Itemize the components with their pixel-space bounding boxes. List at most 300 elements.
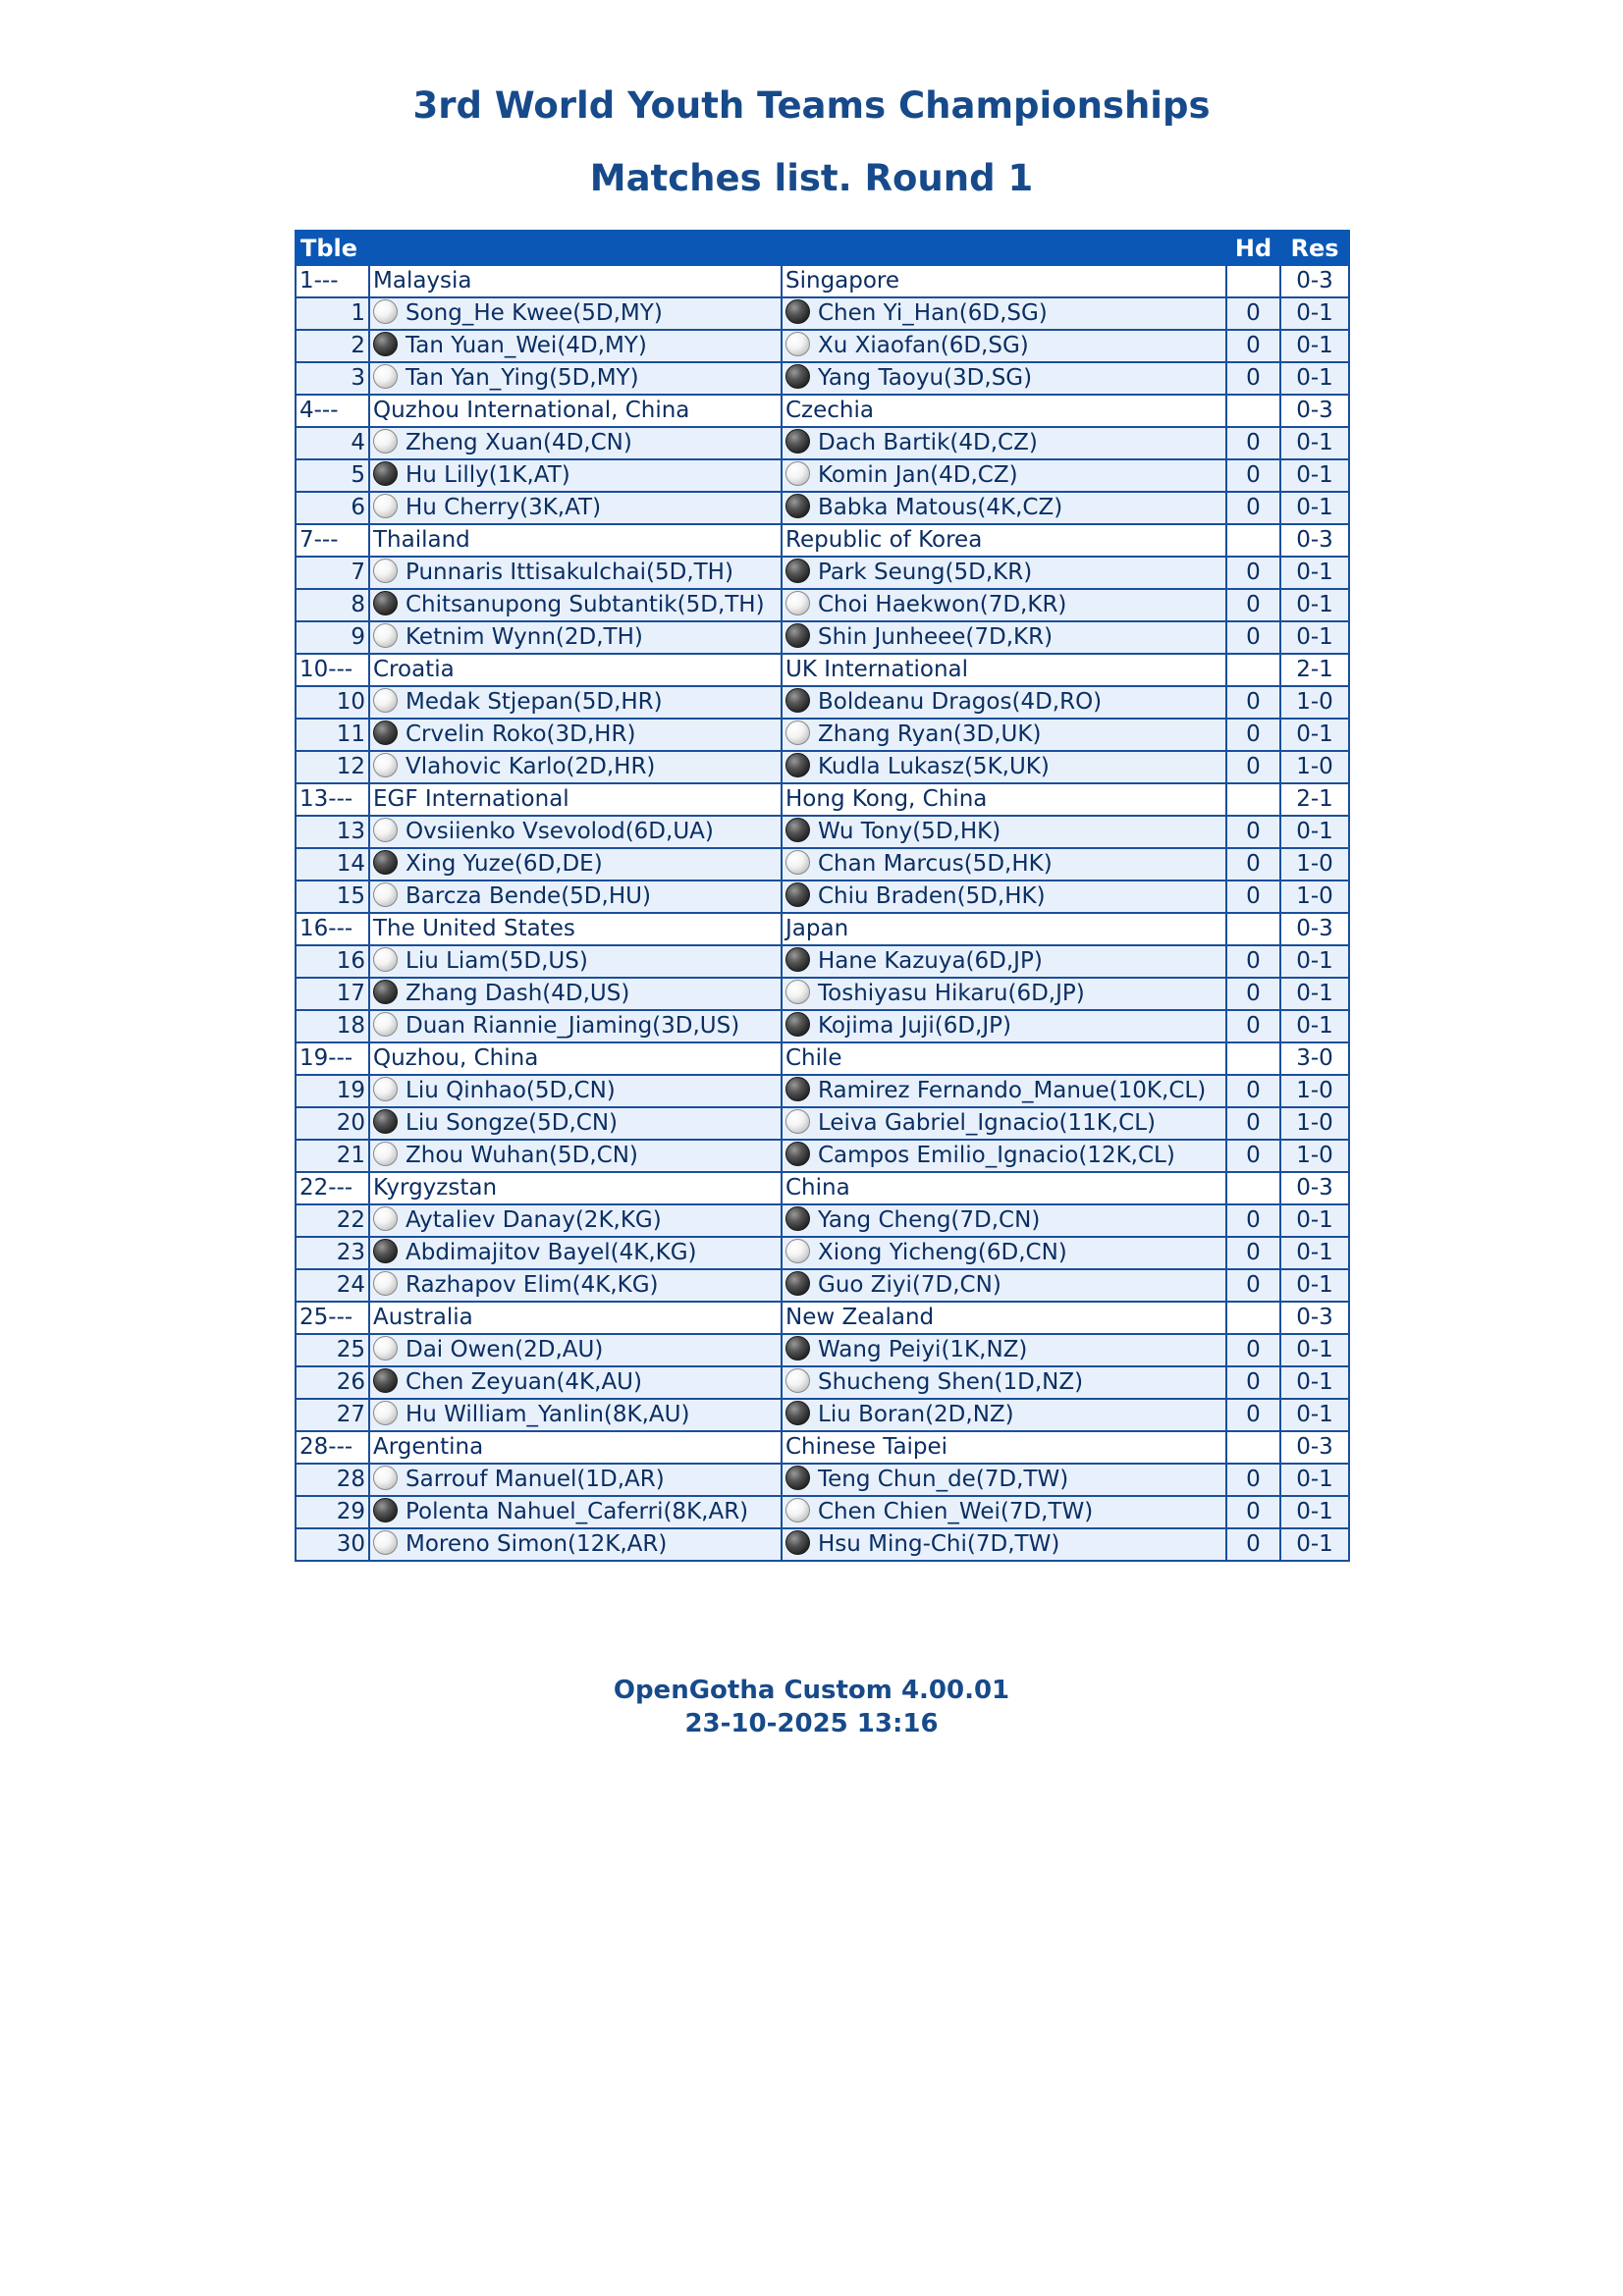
team-black: Chile <box>782 1042 1226 1075</box>
game-row <box>296 848 1349 881</box>
player-name: Kudla Lukasz(5K,UK) <box>818 754 1050 779</box>
match-result: 0-3 <box>1280 395 1349 427</box>
board-number: 16 <box>296 945 369 978</box>
team-match-row <box>296 1431 1349 1464</box>
player-black-cell <box>782 557 1226 589</box>
player-name: Xu Xiaofan(6D,SG) <box>818 333 1029 358</box>
table-header-row <box>296 231 1349 265</box>
player-black-cell <box>782 1107 1226 1140</box>
player-black-cell <box>782 1204 1226 1237</box>
player-name: Zhou Wuhan(5D,CN) <box>406 1143 638 1168</box>
game-handicap: 0 <box>1226 1204 1280 1237</box>
player-black-cell <box>782 945 1226 978</box>
team-black: Czechia <box>782 395 1226 427</box>
board-number: 17 <box>296 978 369 1010</box>
board-number: 13 <box>296 816 369 848</box>
white-stone-icon <box>373 1142 398 1166</box>
player-name: Punnaris Ittisakulchai(5D,TH) <box>406 560 733 585</box>
match-result: 3-0 <box>1280 1042 1349 1075</box>
player-name: Hsu Ming-Chi(7D,TW) <box>818 1531 1060 1557</box>
white-stone-icon <box>373 1206 398 1231</box>
board-number: 27 <box>296 1399 369 1431</box>
player-name: Xing Yuze(6D,DE) <box>406 851 603 877</box>
game-row <box>296 978 1349 1010</box>
player-name: Campos Emilio_Ignacio(12K,CL) <box>818 1143 1175 1168</box>
player-black-cell <box>782 492 1226 524</box>
game-handicap: 0 <box>1226 816 1280 848</box>
game-handicap: 0 <box>1226 1237 1280 1269</box>
match-number: 28--- <box>296 1431 369 1464</box>
black-stone-icon <box>785 1077 810 1101</box>
team-black: UK International <box>782 654 1226 686</box>
player-name: Hu William_Yanlin(8K,AU) <box>406 1402 690 1427</box>
board-number: 30 <box>296 1528 369 1561</box>
player-black-cell <box>782 1075 1226 1107</box>
game-row <box>296 1399 1349 1431</box>
player-white-cell <box>369 945 782 978</box>
white-stone-icon <box>373 1077 398 1101</box>
player-name: Hane Kazuya(6D,JP) <box>818 948 1043 974</box>
game-row <box>296 1496 1349 1528</box>
player-black-cell <box>782 848 1226 881</box>
game-handicap: 0 <box>1226 1496 1280 1528</box>
white-stone-icon <box>785 332 810 356</box>
player-name: Tan Yan_Ying(5D,MY) <box>406 365 639 391</box>
player-name: Song_He Kwee(5D,MY) <box>406 300 663 326</box>
match-number: 13--- <box>296 783 369 816</box>
black-stone-icon <box>785 559 810 583</box>
board-number: 12 <box>296 751 369 783</box>
game-result: 0-1 <box>1280 978 1349 1010</box>
board-number: 11 <box>296 719 369 751</box>
team-black: New Zealand <box>782 1302 1226 1334</box>
player-name: Ramirez Fernando_Manue(10K,CL) <box>818 1078 1207 1103</box>
game-handicap: 0 <box>1226 1010 1280 1042</box>
game-row <box>296 719 1349 751</box>
player-name: Teng Chun_de(7D,TW) <box>818 1467 1069 1492</box>
board-number: 9 <box>296 621 369 654</box>
match-handicap <box>1226 913 1280 945</box>
game-row <box>296 1366 1349 1399</box>
team-white: The United States <box>369 913 782 945</box>
board-number: 15 <box>296 881 369 913</box>
player-name: Komin Jan(4D,CZ) <box>818 462 1018 488</box>
game-row <box>296 1010 1349 1042</box>
team-white: Croatia <box>369 654 782 686</box>
matches-body <box>296 265 1349 1561</box>
match-handicap <box>1226 1042 1280 1075</box>
player-black-cell <box>782 1334 1226 1366</box>
player-white-cell <box>369 816 782 848</box>
game-handicap: 0 <box>1226 589 1280 621</box>
team-white: Thailand <box>369 524 782 557</box>
black-stone-icon <box>785 753 810 777</box>
match-handicap <box>1226 1431 1280 1464</box>
game-row <box>296 297 1349 330</box>
team-match-row <box>296 265 1349 297</box>
game-row <box>296 330 1349 362</box>
player-white-cell <box>369 1366 782 1399</box>
player-white-cell <box>369 621 782 654</box>
black-stone-icon <box>785 623 810 648</box>
player-black-cell <box>782 1528 1226 1561</box>
black-stone-icon <box>785 1466 810 1490</box>
team-black: China <box>782 1172 1226 1204</box>
player-black-cell <box>782 1010 1226 1042</box>
player-name: Dai Owen(2D,AU) <box>406 1337 604 1362</box>
white-stone-icon <box>785 1239 810 1263</box>
header-black <box>782 231 1226 265</box>
match-number: 22--- <box>296 1172 369 1204</box>
player-name: Chen Chien_Wei(7D,TW) <box>818 1499 1094 1524</box>
player-name: Wu Tony(5D,HK) <box>818 819 1001 844</box>
player-name: Dach Bartik(4D,CZ) <box>818 430 1038 455</box>
black-stone-icon <box>785 1401 810 1425</box>
player-name: Chen Zeyuan(4K,AU) <box>406 1369 642 1395</box>
team-match-row <box>296 913 1349 945</box>
player-white-cell <box>369 1528 782 1561</box>
black-stone-icon <box>785 364 810 389</box>
player-name: Xiong Yicheng(6D,CN) <box>818 1240 1067 1265</box>
team-black: Japan <box>782 913 1226 945</box>
player-white-cell <box>369 589 782 621</box>
player-name: Liu Boran(2D,NZ) <box>818 1402 1014 1427</box>
white-stone-icon <box>373 1012 398 1037</box>
player-name: Moreno Simon(12K,AR) <box>406 1531 668 1557</box>
white-stone-icon <box>785 980 810 1004</box>
player-name: Hu Cherry(3K,AT) <box>406 495 602 520</box>
board-number: 2 <box>296 330 369 362</box>
white-stone-icon <box>373 1466 398 1490</box>
match-result: 0-3 <box>1280 913 1349 945</box>
player-white-cell <box>369 1269 782 1302</box>
board-number: 28 <box>296 1464 369 1496</box>
player-name: Razhapov Elim(4K,KG) <box>406 1272 659 1298</box>
game-handicap: 0 <box>1226 945 1280 978</box>
game-result: 0-1 <box>1280 719 1349 751</box>
game-result: 0-1 <box>1280 1334 1349 1366</box>
game-row <box>296 1269 1349 1302</box>
game-result: 0-1 <box>1280 945 1349 978</box>
black-stone-icon <box>373 721 398 745</box>
match-handicap <box>1226 1172 1280 1204</box>
game-row <box>296 1237 1349 1269</box>
player-name: Ovsiienko Vsevolod(6D,UA) <box>406 819 714 844</box>
player-white-cell <box>369 1496 782 1528</box>
game-handicap: 0 <box>1226 1075 1280 1107</box>
player-black-cell <box>782 751 1226 783</box>
white-stone-icon <box>373 429 398 454</box>
page-subtitle: Matches list. Round 1 <box>589 157 1034 199</box>
player-black-cell <box>782 459 1226 492</box>
white-stone-icon <box>785 461 810 486</box>
player-black-cell <box>782 330 1226 362</box>
player-black-cell <box>782 1366 1226 1399</box>
game-result: 0-1 <box>1280 621 1349 654</box>
match-result: 0-3 <box>1280 265 1349 297</box>
black-stone-icon <box>785 818 810 842</box>
player-name: Barcza Bende(5D,HU) <box>406 883 651 909</box>
player-black-cell <box>782 881 1226 913</box>
match-result: 0-3 <box>1280 1172 1349 1204</box>
game-result: 1-0 <box>1280 881 1349 913</box>
player-name: Zheng Xuan(4D,CN) <box>406 430 632 455</box>
player-name: Ketnim Wynn(2D,TH) <box>406 624 643 650</box>
game-result: 0-1 <box>1280 816 1349 848</box>
game-row <box>296 1107 1349 1140</box>
game-handicap: 0 <box>1226 751 1280 783</box>
game-result: 0-1 <box>1280 1464 1349 1496</box>
black-stone-icon <box>373 591 398 615</box>
white-stone-icon <box>785 1498 810 1522</box>
match-number: 7--- <box>296 524 369 557</box>
team-match-row <box>296 1042 1349 1075</box>
player-name: Leiva Gabriel_Ignacio(11K,CL) <box>818 1110 1157 1136</box>
match-handicap <box>1226 1302 1280 1334</box>
black-stone-icon <box>373 980 398 1004</box>
team-black: Singapore <box>782 265 1226 297</box>
white-stone-icon <box>373 494 398 518</box>
game-result: 0-1 <box>1280 557 1349 589</box>
match-number: 16--- <box>296 913 369 945</box>
player-black-cell <box>782 1399 1226 1431</box>
game-result: 0-1 <box>1280 1204 1349 1237</box>
game-result: 0-1 <box>1280 330 1349 362</box>
player-white-cell <box>369 1140 782 1172</box>
player-name: Hu Lilly(1K,AT) <box>406 462 570 488</box>
game-handicap: 0 <box>1226 1107 1280 1140</box>
game-row <box>296 1204 1349 1237</box>
player-name: Abdimajitov Bayel(4K,KG) <box>406 1240 697 1265</box>
white-stone-icon <box>373 364 398 389</box>
white-stone-icon <box>373 947 398 972</box>
player-white-cell <box>369 1237 782 1269</box>
game-row <box>296 1464 1349 1496</box>
match-number: 10--- <box>296 654 369 686</box>
game-result: 1-0 <box>1280 751 1349 783</box>
player-name: Liu Qinhao(5D,CN) <box>406 1078 616 1103</box>
game-handicap: 0 <box>1226 427 1280 459</box>
player-name: Park Seung(5D,KR) <box>818 560 1033 585</box>
player-white-cell <box>369 1464 782 1496</box>
match-handicap <box>1226 265 1280 297</box>
game-result: 0-1 <box>1280 297 1349 330</box>
player-black-cell <box>782 719 1226 751</box>
black-stone-icon <box>785 1012 810 1037</box>
game-row <box>296 427 1349 459</box>
match-number: 4--- <box>296 395 369 427</box>
player-name: Medak Stjepan(5D,HR) <box>406 689 663 715</box>
game-handicap: 0 <box>1226 621 1280 654</box>
game-row <box>296 589 1349 621</box>
player-name: Kojima Juji(6D,JP) <box>818 1013 1011 1039</box>
team-match-row <box>296 783 1349 816</box>
player-black-cell <box>782 1496 1226 1528</box>
team-match-row <box>296 395 1349 427</box>
player-name: Yang Taoyu(3D,SG) <box>818 365 1033 391</box>
player-name: Liu Songze(5D,CN) <box>406 1110 619 1136</box>
game-result: 0-1 <box>1280 1496 1349 1528</box>
team-match-row <box>296 1302 1349 1334</box>
white-stone-icon <box>373 882 398 907</box>
black-stone-icon <box>785 494 810 518</box>
player-white-cell <box>369 881 782 913</box>
game-row <box>296 459 1349 492</box>
player-white-cell <box>369 751 782 783</box>
game-result: 1-0 <box>1280 686 1349 719</box>
team-white: Quzhou, China <box>369 1042 782 1075</box>
match-handicap <box>1226 395 1280 427</box>
game-row <box>296 621 1349 654</box>
player-name: Duan Riannie_Jiaming(3D,US) <box>406 1013 740 1039</box>
game-result: 0-1 <box>1280 1366 1349 1399</box>
header-result: Res <box>1280 231 1349 265</box>
white-stone-icon <box>373 1530 398 1555</box>
match-result: 2-1 <box>1280 654 1349 686</box>
white-stone-icon <box>373 818 398 842</box>
black-stone-icon <box>373 1239 398 1263</box>
board-number: 4 <box>296 427 369 459</box>
board-number: 29 <box>296 1496 369 1528</box>
black-stone-icon <box>373 1498 398 1522</box>
player-white-cell <box>369 427 782 459</box>
player-name: Sarrouf Manuel(1D,AR) <box>406 1467 665 1492</box>
match-result: 0-3 <box>1280 1431 1349 1464</box>
player-name: Zhang Dash(4D,US) <box>406 981 630 1006</box>
board-number: 6 <box>296 492 369 524</box>
game-result: 0-1 <box>1280 459 1349 492</box>
game-handicap: 0 <box>1226 362 1280 395</box>
game-handicap: 0 <box>1226 1269 1280 1302</box>
team-white: Argentina <box>369 1431 782 1464</box>
board-number: 14 <box>296 848 369 881</box>
board-number: 8 <box>296 589 369 621</box>
player-name: Guo Ziyi(7D,CN) <box>818 1272 1001 1298</box>
player-black-cell <box>782 1269 1226 1302</box>
game-handicap: 0 <box>1226 848 1280 881</box>
game-result: 0-1 <box>1280 1010 1349 1042</box>
game-result: 0-1 <box>1280 362 1349 395</box>
black-stone-icon <box>373 1368 398 1393</box>
game-handicap: 0 <box>1226 1334 1280 1366</box>
game-row <box>296 1140 1349 1172</box>
board-number: 7 <box>296 557 369 589</box>
player-white-cell <box>369 1399 782 1431</box>
board-number: 21 <box>296 1140 369 1172</box>
player-black-cell <box>782 427 1226 459</box>
board-number: 19 <box>296 1075 369 1107</box>
team-match-row <box>296 654 1349 686</box>
game-row <box>296 686 1349 719</box>
game-handicap: 0 <box>1226 1140 1280 1172</box>
player-black-cell <box>782 589 1226 621</box>
black-stone-icon <box>785 688 810 713</box>
player-white-cell <box>369 362 782 395</box>
player-white-cell <box>369 492 782 524</box>
match-handicap <box>1226 654 1280 686</box>
black-stone-icon <box>785 1530 810 1555</box>
team-white: Quzhou International, China <box>369 395 782 427</box>
player-black-cell <box>782 362 1226 395</box>
player-white-cell <box>369 1334 782 1366</box>
match-number: 19--- <box>296 1042 369 1075</box>
board-number: 5 <box>296 459 369 492</box>
player-name: Chiu Braden(5D,HK) <box>818 883 1046 909</box>
game-handicap: 0 <box>1226 1464 1280 1496</box>
white-stone-icon <box>785 591 810 615</box>
game-handicap: 0 <box>1226 1528 1280 1561</box>
game-result: 0-1 <box>1280 589 1349 621</box>
player-name: Crvelin Roko(3D,HR) <box>406 721 636 747</box>
white-stone-icon <box>373 1336 398 1361</box>
match-number: 1--- <box>296 265 369 297</box>
player-white-cell <box>369 297 782 330</box>
game-row <box>296 1075 1349 1107</box>
black-stone-icon <box>785 1142 810 1166</box>
player-name: Yang Cheng(7D,CN) <box>818 1207 1041 1233</box>
game-handicap: 0 <box>1226 459 1280 492</box>
player-name: Polenta Nahuel_Caferri(8K,AR) <box>406 1499 749 1524</box>
player-name: Aytaliev Danay(2K,KG) <box>406 1207 662 1233</box>
player-name: Chen Yi_Han(6D,SG) <box>818 300 1048 326</box>
player-name: Zhang Ryan(3D,UK) <box>818 721 1042 747</box>
game-handicap: 0 <box>1226 297 1280 330</box>
game-result: 1-0 <box>1280 1107 1349 1140</box>
white-stone-icon <box>373 559 398 583</box>
black-stone-icon <box>373 850 398 875</box>
player-name: Boldeanu Dragos(4D,RO) <box>818 689 1103 715</box>
black-stone-icon <box>785 947 810 972</box>
team-white: Malaysia <box>369 265 782 297</box>
white-stone-icon <box>785 721 810 745</box>
game-result: 0-1 <box>1280 1528 1349 1561</box>
team-black: Hong Kong, China <box>782 783 1226 816</box>
board-number: 24 <box>296 1269 369 1302</box>
header-table: Tble <box>296 231 782 265</box>
player-white-cell <box>369 557 782 589</box>
game-handicap: 0 <box>1226 330 1280 362</box>
page-title: 3rd World Youth Teams Championships <box>412 84 1211 127</box>
team-match-row <box>296 524 1349 557</box>
black-stone-icon <box>373 332 398 356</box>
black-stone-icon <box>785 1336 810 1361</box>
player-white-cell <box>369 848 782 881</box>
white-stone-icon <box>785 1368 810 1393</box>
game-row <box>296 751 1349 783</box>
board-number: 10 <box>296 686 369 719</box>
player-name: Choi Haekwon(7D,KR) <box>818 592 1067 617</box>
game-row <box>296 945 1349 978</box>
game-result: 1-0 <box>1280 1075 1349 1107</box>
player-white-cell <box>369 1107 782 1140</box>
black-stone-icon <box>785 1271 810 1296</box>
game-result: 0-1 <box>1280 1269 1349 1302</box>
white-stone-icon <box>373 623 398 648</box>
game-handicap: 0 <box>1226 492 1280 524</box>
board-number: 22 <box>296 1204 369 1237</box>
game-handicap: 0 <box>1226 978 1280 1010</box>
game-handicap: 0 <box>1226 881 1280 913</box>
player-name: Babka Matous(4K,CZ) <box>818 495 1063 520</box>
white-stone-icon <box>373 1271 398 1296</box>
game-result: 0-1 <box>1280 427 1349 459</box>
team-white: EGF International <box>369 783 782 816</box>
player-black-cell <box>782 1464 1226 1496</box>
white-stone-icon <box>373 1401 398 1425</box>
white-stone-icon <box>373 688 398 713</box>
game-row <box>296 557 1349 589</box>
player-black-cell <box>782 978 1226 1010</box>
